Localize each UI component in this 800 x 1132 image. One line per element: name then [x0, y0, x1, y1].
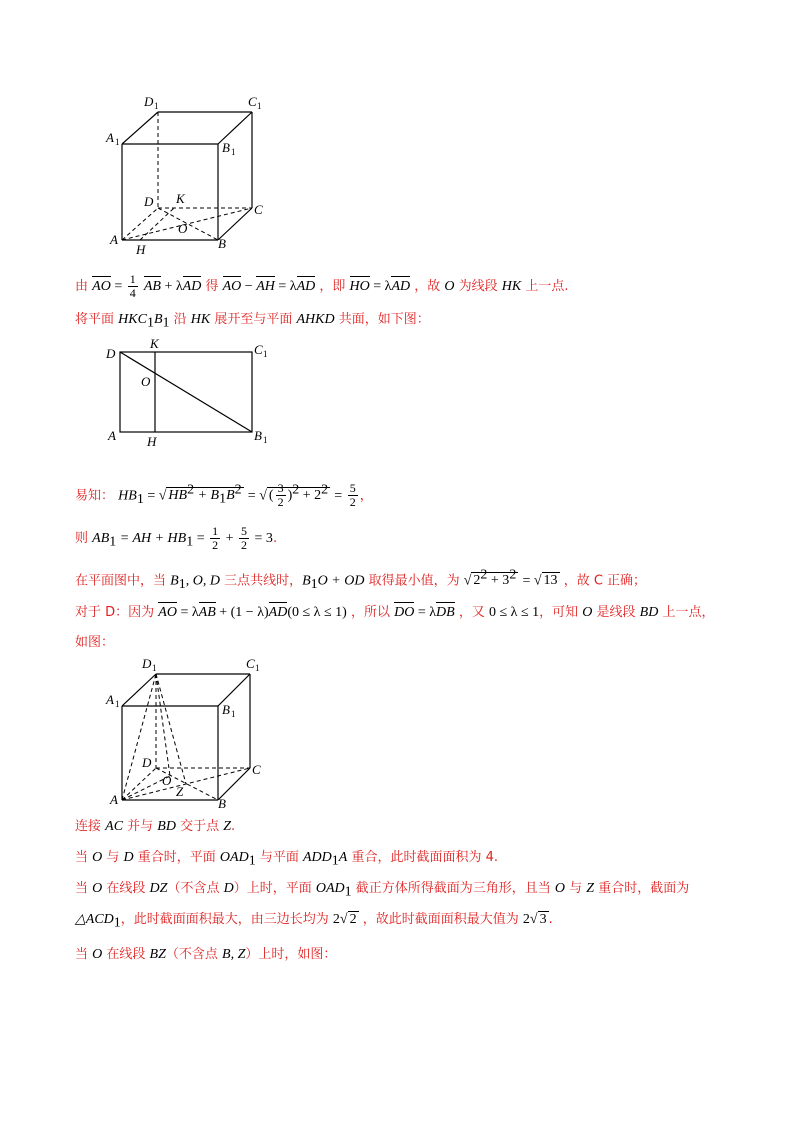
label-a: A	[110, 232, 118, 247]
text-line-3: 易知： $HB_1$ = √ $HB^2 + B_1B^2$ = √ ( $\frac{3}{2}$ )$^2 + 2^2$ = $\frac{5}{2}$ ，	[75, 481, 373, 510]
text-line-4: 则 $AB_1$ = AH + $HB_1$ = $\frac{1}{2}$ + $\frac{5}{2}$ = 3.	[75, 524, 278, 552]
cube-figure-1	[100, 92, 280, 262]
text-line-11: $\triangle ACD_1$，此时截面面积最大，由三边长均为 2√ 2 ，故此时截面面积最大值为 2√ 3 .	[75, 912, 553, 931]
cube-diagram-1	[100, 92, 280, 262]
svg-text:1: 1	[231, 709, 236, 719]
label-k: K	[150, 336, 159, 351]
label-b1: B	[222, 140, 230, 155]
text-line-8: 连接 AC 并与 BD 交于点 Z.	[75, 819, 236, 834]
svg-text:1: 1	[115, 699, 120, 709]
label-h: H	[147, 434, 157, 449]
label-b: B	[218, 796, 226, 811]
label-c1: C	[248, 94, 257, 109]
label-k: K	[176, 191, 185, 206]
label-d: D	[142, 755, 152, 770]
label-a: A	[110, 792, 118, 807]
label-d1: D	[142, 656, 152, 671]
label-c: C	[254, 202, 263, 217]
cube-diagram-2	[100, 654, 280, 819]
label-b1: B	[254, 428, 262, 443]
svg-text:1: 1	[263, 435, 268, 445]
label-d: D	[106, 346, 116, 361]
label-b: B	[218, 236, 226, 251]
svg-text:1: 1	[255, 663, 260, 673]
label-b1: B	[222, 702, 230, 717]
svg-text:1: 1	[257, 101, 262, 111]
cube-figure-2	[100, 654, 280, 819]
text-line-5: 在平面图中，当 $B_1$, O, D 三点共线时，$B_1O$ + OD 取得最小值，为 √ $2^2 + 3^2$ = √ 13 ，故 C 正确；	[75, 568, 647, 592]
unfolded-diagram	[100, 336, 280, 448]
label-o: O	[178, 221, 188, 236]
label-c1: C	[246, 656, 255, 671]
label-d1: D	[144, 94, 154, 109]
svg-text:1: 1	[263, 349, 268, 359]
label-h: H	[136, 242, 146, 257]
label-a: A	[108, 428, 116, 443]
svg-text:1: 1	[152, 663, 157, 673]
svg-text:1: 1	[154, 101, 159, 111]
text-line-2: 将平面 $HKC_1B_1$ 沿 HK 展开至与平面 AHKD 共面，如下图：	[75, 312, 430, 331]
svg-text:1: 1	[115, 137, 120, 147]
text-line-9: 当 O 与 D 重合时，平面 $OAD_1$ 与平面 $ADD_1A$ 重合，此时截面面积为 4.	[75, 850, 498, 869]
text-line-6: 对于 D：因为 AO = λAB + (1 − λ)AD(0 ≤ λ ≤ 1) ，所以 DO = λDB ，又 0 ≤ λ ≤ 1，可知 O 是线段 BD 上一点，	[75, 603, 714, 623]
label-c: C	[252, 762, 261, 777]
svg-text:1: 1	[231, 147, 236, 157]
text-line-10: 当 O 在线段 DZ（不含点 D）上时，平面 $OAD_1$ 截正方体所得截面为三角形，且当 O 与 Z 重合时，截面为	[75, 881, 690, 900]
label-c1: C	[254, 342, 263, 357]
label-d: D	[144, 194, 154, 209]
label-z: Z	[176, 784, 184, 799]
label-a1: A	[106, 692, 114, 707]
label-o: O	[141, 374, 151, 389]
text-line-12: 当 O 在线段 BZ（不含点 B, Z）上时，如图：	[75, 947, 337, 962]
unfolded-figure	[100, 336, 280, 448]
text-line-7: 如图：	[75, 635, 115, 650]
label-o: O	[162, 773, 172, 788]
label-a1: A	[106, 130, 114, 145]
text-line-1: 由 AO = $\frac{1}{4}$ AB + λAD 得 AO − AH = λAD ，即 HO = λAD ，故 O 为线段 HK 上一点.	[75, 272, 569, 300]
